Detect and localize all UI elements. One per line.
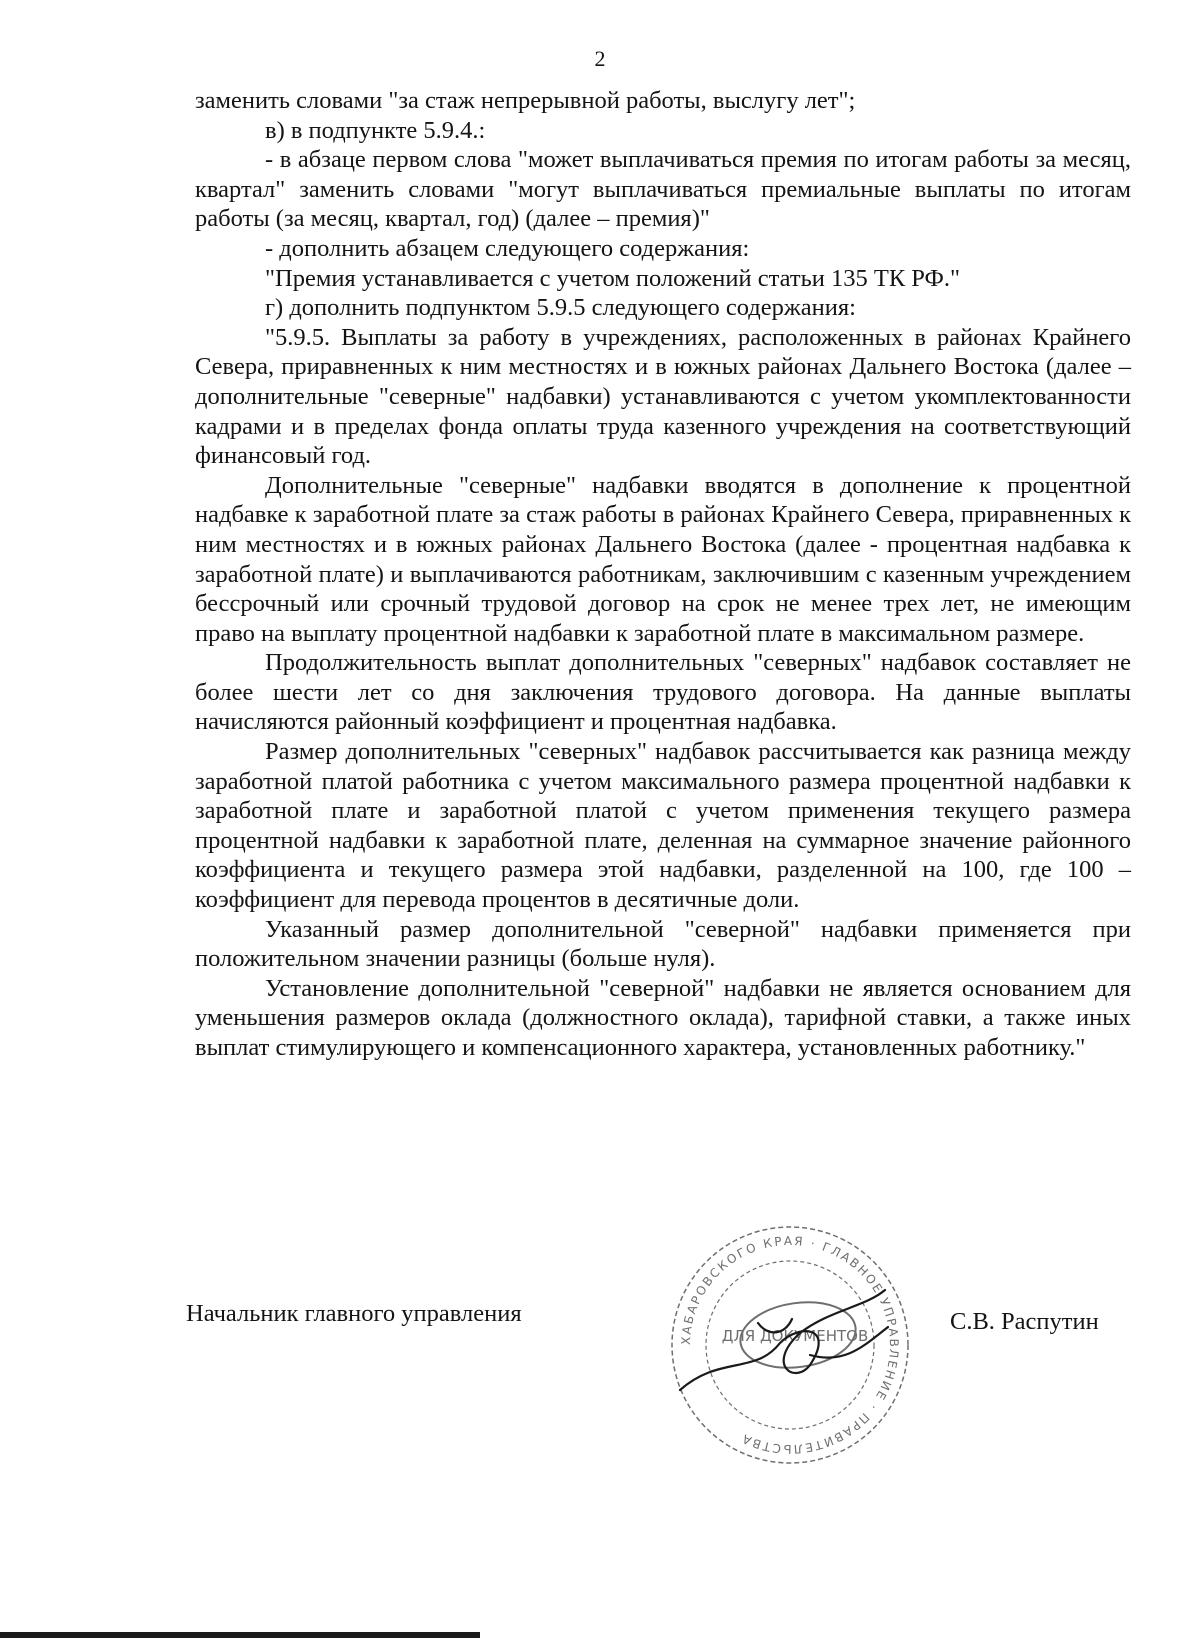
paragraph: "5.9.5. Выплаты за работу в учреждениях, расположенных в районах Крайнего Севера, приравненных к ним местностях и в южных районах Дальнего Востока (далее – дополнительные "северные" надбавки) устанавливаются с учетом укомплектованности кадрами и в пределах фонда оплаты труда казенного учреждения на соответствующий финансовый год.: [195, 323, 1131, 470]
scan-edge-bar: [0, 1632, 480, 1638]
body-text: [195, 86, 1131, 1063]
paragraph: Установление дополнительной "северной" надбавки не является основанием для уменьшения размеров оклада (должностного оклада), тарифной ставки, а также иных выплат стимулирующего и компенсационного характера, установленных работнику.": [195, 974, 1131, 1061]
stamp-ring-text: ХАБАРОВСКОГО КРАЯ · ГЛАВНОЕ УПРАВЛЕНИЕ · ПРАВИТЕЛЬСТВА: [678, 1233, 902, 1457]
paragraph: г) дополнить подпунктом 5.9.5 следующего содержания:: [265, 294, 856, 322]
stamp-center-text: ДЛЯ ДОКУМЕНТОВ: [721, 1327, 869, 1345]
paragraph: Дополнительные "северные" надбавки вводятся в дополнение к процентной надбавке к заработной плате за стаж работы в районах Крайнего Севера, приравненных к ним местностях и в южных районах Дальнего Востока (далее - процентная надбавка к заработной плате) и выплачиваются работникам, заключившим с казенным учреждением бессрочный или срочный трудовой договор на срок не менее трех лет, не имеющим право на выплату процентной надбавки к заработной плате в максимальном размере.: [195, 471, 1131, 647]
paragraph: Размер дополнительных "северных" надбавок рассчитывается как разница между заработной платой работника с учетом максимального размера процентной надбавки к заработной плате и заработной платой с учетом применения текущего размера процентной надбавки к заработной плате, деленная на суммарное значение районного коэффициента и текущего размера этой надбавки, разделенной на 100, где 100 – коэффициент для перевода процентов в десятичные доли.: [195, 738, 1131, 914]
paragraph: - в абзаце первом слова "может выплачиваться премия по итогам работы за месяц, квартал" заменить словами "могут выплачиваться премиальные выплаты по итогам работы (за месяц, квартал, год) (далее – премия)": [195, 146, 1131, 233]
paragraph: в) в подпункте 5.9.4.:: [265, 116, 486, 144]
paragraph: "Премия устанавливается с учетом положений статьи 135 ТК РФ.": [265, 264, 960, 292]
paragraph: заменить словами "за стаж непрерывной работы, выслугу лет";: [195, 87, 856, 114]
paragraph: Указанный размер дополнительной "северной" надбавки применяется при положительном значении разницы (больше нуля).: [195, 915, 1131, 973]
paragraph: Продолжительность выплат дополнительных "северных" надбавок составляет не более шести лет со дня заключения трудового договора. На данные выплаты начисляются районный коэффициент и процентная надбавка.: [195, 649, 1131, 736]
paragraph: - дополнить абзацем следующего содержания:: [265, 234, 750, 262]
signatory-position: Начальник главного управления: [186, 1300, 522, 1327]
official-stamp: [660, 1215, 920, 1475]
signatory-name: С.В. Распутин: [950, 1308, 1099, 1335]
page-number: 2: [594, 46, 606, 71]
